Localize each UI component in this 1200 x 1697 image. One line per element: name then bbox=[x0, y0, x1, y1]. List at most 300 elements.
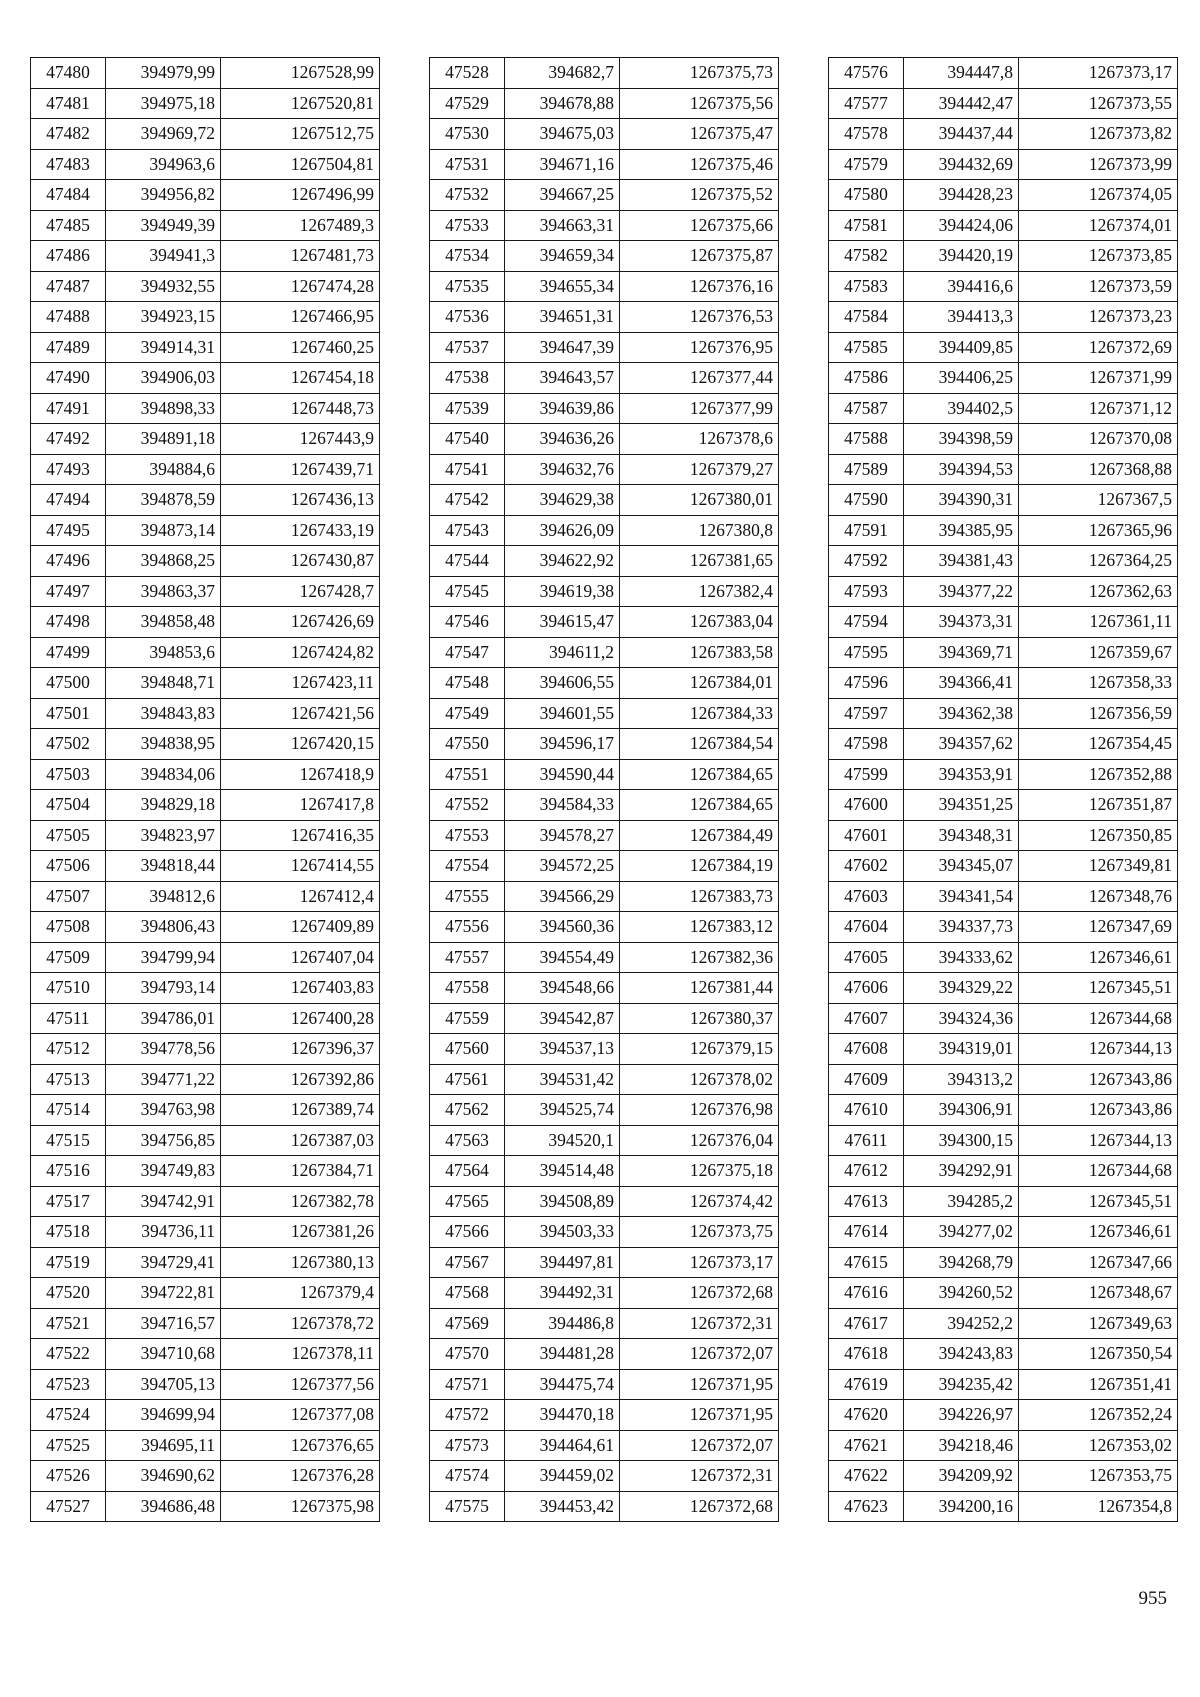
point-number-cell: 47537 bbox=[430, 332, 505, 363]
y-coordinate-cell: 1267375,66 bbox=[620, 210, 779, 241]
y-coordinate-cell: 1267396,37 bbox=[221, 1034, 380, 1065]
point-number-cell: 47498 bbox=[31, 607, 106, 638]
table-row bbox=[430, 820, 779, 851]
x-coordinate-cell: 394671,16 bbox=[505, 149, 620, 180]
point-number-cell: 47583 bbox=[829, 271, 904, 302]
y-coordinate-cell: 1267377,56 bbox=[221, 1369, 380, 1400]
y-coordinate-cell: 1267348,76 bbox=[1019, 881, 1178, 912]
y-coordinate-cell: 1267504,81 bbox=[221, 149, 380, 180]
y-coordinate-cell: 1267373,85 bbox=[1019, 241, 1178, 272]
x-coordinate-cell: 394369,71 bbox=[904, 637, 1019, 668]
point-number-cell: 47559 bbox=[430, 1003, 505, 1034]
table-row bbox=[829, 424, 1178, 455]
y-coordinate-cell: 1267376,04 bbox=[620, 1125, 779, 1156]
point-number-cell: 47610 bbox=[829, 1095, 904, 1126]
y-coordinate-cell: 1267349,81 bbox=[1019, 851, 1178, 882]
y-coordinate-cell: 1267384,33 bbox=[620, 698, 779, 729]
table-row bbox=[31, 942, 380, 973]
table-row bbox=[829, 1125, 1178, 1156]
point-number-cell: 47622 bbox=[829, 1461, 904, 1492]
y-coordinate-cell: 1267373,75 bbox=[620, 1217, 779, 1248]
x-coordinate-cell: 394763,98 bbox=[106, 1095, 221, 1126]
y-coordinate-cell: 1267387,03 bbox=[221, 1125, 380, 1156]
x-coordinate-cell: 394979,99 bbox=[106, 58, 221, 89]
point-number-cell: 47530 bbox=[430, 119, 505, 150]
y-coordinate-cell: 1267377,08 bbox=[221, 1400, 380, 1431]
y-coordinate-cell: 1267384,71 bbox=[221, 1156, 380, 1187]
x-coordinate-cell: 394812,6 bbox=[106, 881, 221, 912]
point-number-cell: 47618 bbox=[829, 1339, 904, 1370]
table-row bbox=[31, 454, 380, 485]
x-coordinate-cell: 394606,55 bbox=[505, 668, 620, 699]
table-row bbox=[430, 668, 779, 699]
point-number-cell: 47483 bbox=[31, 149, 106, 180]
table-row bbox=[829, 1186, 1178, 1217]
x-coordinate-cell: 394394,53 bbox=[904, 454, 1019, 485]
y-coordinate-cell: 1267378,02 bbox=[620, 1064, 779, 1095]
y-coordinate-cell: 1267373,99 bbox=[1019, 149, 1178, 180]
point-number-cell: 47535 bbox=[430, 271, 505, 302]
table-row bbox=[31, 1095, 380, 1126]
x-coordinate-cell: 394742,91 bbox=[106, 1186, 221, 1217]
x-coordinate-cell: 394497,81 bbox=[505, 1247, 620, 1278]
y-coordinate-cell: 1267420,15 bbox=[221, 729, 380, 760]
table-row bbox=[31, 271, 380, 302]
y-coordinate-cell: 1267343,86 bbox=[1019, 1095, 1178, 1126]
point-number-cell: 47536 bbox=[430, 302, 505, 333]
x-coordinate-cell: 394853,6 bbox=[106, 637, 221, 668]
table-row bbox=[31, 363, 380, 394]
y-coordinate-cell: 1267351,41 bbox=[1019, 1369, 1178, 1400]
y-coordinate-cell: 1267430,87 bbox=[221, 546, 380, 577]
table-row bbox=[430, 576, 779, 607]
table-row bbox=[430, 332, 779, 363]
table-row bbox=[430, 1339, 779, 1370]
table-row bbox=[829, 241, 1178, 272]
y-coordinate-cell: 1267520,81 bbox=[221, 88, 380, 119]
table-row bbox=[829, 1003, 1178, 1034]
table-row bbox=[430, 363, 779, 394]
y-coordinate-cell: 1267421,56 bbox=[221, 698, 380, 729]
table-row bbox=[31, 546, 380, 577]
table-row bbox=[829, 607, 1178, 638]
point-number-cell: 47533 bbox=[430, 210, 505, 241]
y-coordinate-cell: 1267378,72 bbox=[221, 1308, 380, 1339]
table-row bbox=[31, 119, 380, 150]
table-row bbox=[829, 454, 1178, 485]
table-row bbox=[31, 485, 380, 516]
y-coordinate-cell: 1267376,53 bbox=[620, 302, 779, 333]
x-coordinate-cell: 394353,91 bbox=[904, 759, 1019, 790]
y-coordinate-cell: 1267350,85 bbox=[1019, 820, 1178, 851]
y-coordinate-cell: 1267350,54 bbox=[1019, 1339, 1178, 1370]
table-row bbox=[829, 1369, 1178, 1400]
x-coordinate-cell: 394432,69 bbox=[904, 149, 1019, 180]
point-number-cell: 47617 bbox=[829, 1308, 904, 1339]
y-coordinate-cell: 1267417,8 bbox=[221, 790, 380, 821]
table-row bbox=[829, 180, 1178, 211]
y-coordinate-cell: 1267375,47 bbox=[620, 119, 779, 150]
x-coordinate-cell: 394292,91 bbox=[904, 1156, 1019, 1187]
table-row bbox=[430, 881, 779, 912]
table-row bbox=[829, 149, 1178, 180]
y-coordinate-cell: 1267361,11 bbox=[1019, 607, 1178, 638]
point-number-cell: 47527 bbox=[31, 1491, 106, 1522]
point-number-cell: 47556 bbox=[430, 912, 505, 943]
y-coordinate-cell: 1267379,4 bbox=[221, 1278, 380, 1309]
y-coordinate-cell: 1267352,24 bbox=[1019, 1400, 1178, 1431]
table-row bbox=[31, 1003, 380, 1034]
table-row bbox=[430, 759, 779, 790]
table-row bbox=[430, 1278, 779, 1309]
coordinate-table-2 bbox=[429, 57, 779, 1522]
x-coordinate-cell: 394941,3 bbox=[106, 241, 221, 272]
y-coordinate-cell: 1267496,99 bbox=[221, 180, 380, 211]
y-coordinate-cell: 1267383,58 bbox=[620, 637, 779, 668]
x-coordinate-cell: 394699,94 bbox=[106, 1400, 221, 1431]
y-coordinate-cell: 1267375,98 bbox=[221, 1491, 380, 1522]
x-coordinate-cell: 394619,38 bbox=[505, 576, 620, 607]
x-coordinate-cell: 394333,62 bbox=[904, 942, 1019, 973]
coordinate-table-1 bbox=[30, 57, 380, 1522]
y-coordinate-cell: 1267368,88 bbox=[1019, 454, 1178, 485]
x-coordinate-cell: 394806,43 bbox=[106, 912, 221, 943]
y-coordinate-cell: 1267347,69 bbox=[1019, 912, 1178, 943]
x-coordinate-cell: 394492,31 bbox=[505, 1278, 620, 1309]
y-coordinate-cell: 1267392,86 bbox=[221, 1064, 380, 1095]
y-coordinate-cell: 1267384,65 bbox=[620, 759, 779, 790]
table-row bbox=[430, 973, 779, 1004]
x-coordinate-cell: 394366,41 bbox=[904, 668, 1019, 699]
point-number-cell: 47591 bbox=[829, 515, 904, 546]
table-row bbox=[31, 241, 380, 272]
y-coordinate-cell: 1267489,3 bbox=[221, 210, 380, 241]
point-number-cell: 47538 bbox=[430, 363, 505, 394]
x-coordinate-cell: 394218,46 bbox=[904, 1430, 1019, 1461]
x-coordinate-cell: 394823,97 bbox=[106, 820, 221, 851]
point-number-cell: 47606 bbox=[829, 973, 904, 1004]
table-row bbox=[31, 1186, 380, 1217]
table-row bbox=[829, 88, 1178, 119]
table-row bbox=[31, 1278, 380, 1309]
point-number-cell: 47525 bbox=[31, 1430, 106, 1461]
table-row bbox=[829, 393, 1178, 424]
y-coordinate-cell: 1267376,65 bbox=[221, 1430, 380, 1461]
x-coordinate-cell: 394362,38 bbox=[904, 698, 1019, 729]
y-coordinate-cell: 1267426,69 bbox=[221, 607, 380, 638]
x-coordinate-cell: 394923,15 bbox=[106, 302, 221, 333]
point-number-cell: 47560 bbox=[430, 1034, 505, 1065]
point-number-cell: 47524 bbox=[31, 1400, 106, 1431]
table-row bbox=[430, 88, 779, 119]
x-coordinate-cell: 394464,61 bbox=[505, 1430, 620, 1461]
point-number-cell: 47508 bbox=[31, 912, 106, 943]
x-coordinate-cell: 394956,82 bbox=[106, 180, 221, 211]
table-row bbox=[829, 210, 1178, 241]
table-row bbox=[31, 820, 380, 851]
table-row bbox=[430, 1491, 779, 1522]
x-coordinate-cell: 394525,74 bbox=[505, 1095, 620, 1126]
table-row bbox=[829, 1278, 1178, 1309]
point-number-cell: 47523 bbox=[31, 1369, 106, 1400]
x-coordinate-cell: 394459,02 bbox=[505, 1461, 620, 1492]
x-coordinate-cell: 394626,09 bbox=[505, 515, 620, 546]
table-row bbox=[430, 912, 779, 943]
table-row bbox=[829, 637, 1178, 668]
table-row bbox=[829, 485, 1178, 516]
point-number-cell: 47484 bbox=[31, 180, 106, 211]
table-row bbox=[31, 1156, 380, 1187]
x-coordinate-cell: 394736,11 bbox=[106, 1217, 221, 1248]
x-coordinate-cell: 394596,17 bbox=[505, 729, 620, 760]
table-row bbox=[829, 1461, 1178, 1492]
coordinate-table-3 bbox=[828, 57, 1178, 1522]
y-coordinate-cell: 1267343,86 bbox=[1019, 1064, 1178, 1095]
y-coordinate-cell: 1267345,51 bbox=[1019, 973, 1178, 1004]
y-coordinate-cell: 1267344,68 bbox=[1019, 1003, 1178, 1034]
table-row bbox=[829, 973, 1178, 1004]
x-coordinate-cell: 394413,3 bbox=[904, 302, 1019, 333]
point-number-cell: 47543 bbox=[430, 515, 505, 546]
point-number-cell: 47528 bbox=[430, 58, 505, 89]
table-row bbox=[31, 332, 380, 363]
y-coordinate-cell: 1267428,7 bbox=[221, 576, 380, 607]
x-coordinate-cell: 394373,31 bbox=[904, 607, 1019, 638]
y-coordinate-cell: 1267344,68 bbox=[1019, 1156, 1178, 1187]
table-row bbox=[829, 820, 1178, 851]
y-coordinate-cell: 1267373,23 bbox=[1019, 302, 1178, 333]
point-number-cell: 47582 bbox=[829, 241, 904, 272]
x-coordinate-cell: 394537,13 bbox=[505, 1034, 620, 1065]
x-coordinate-cell: 394729,41 bbox=[106, 1247, 221, 1278]
point-number-cell: 47517 bbox=[31, 1186, 106, 1217]
table-row bbox=[430, 637, 779, 668]
table-row bbox=[829, 1430, 1178, 1461]
x-coordinate-cell: 394878,59 bbox=[106, 485, 221, 516]
table-row bbox=[829, 302, 1178, 333]
table-row bbox=[829, 1339, 1178, 1370]
y-coordinate-cell: 1267346,61 bbox=[1019, 942, 1178, 973]
x-coordinate-cell: 394252,2 bbox=[904, 1308, 1019, 1339]
point-number-cell: 47614 bbox=[829, 1217, 904, 1248]
x-coordinate-cell: 394659,34 bbox=[505, 241, 620, 272]
x-coordinate-cell: 394793,14 bbox=[106, 973, 221, 1004]
table-row bbox=[430, 393, 779, 424]
y-coordinate-cell: 1267372,31 bbox=[620, 1308, 779, 1339]
point-number-cell: 47599 bbox=[829, 759, 904, 790]
table-row bbox=[430, 790, 779, 821]
y-coordinate-cell: 1267367,5 bbox=[1019, 485, 1178, 516]
point-number-cell: 47593 bbox=[829, 576, 904, 607]
table-row bbox=[829, 790, 1178, 821]
point-number-cell: 47545 bbox=[430, 576, 505, 607]
y-coordinate-cell: 1267384,65 bbox=[620, 790, 779, 821]
y-coordinate-cell: 1267414,55 bbox=[221, 851, 380, 882]
y-coordinate-cell: 1267375,46 bbox=[620, 149, 779, 180]
x-coordinate-cell: 394858,48 bbox=[106, 607, 221, 638]
point-number-cell: 47596 bbox=[829, 668, 904, 699]
point-number-cell: 47504 bbox=[31, 790, 106, 821]
x-coordinate-cell: 394675,03 bbox=[505, 119, 620, 150]
x-coordinate-cell: 394975,18 bbox=[106, 88, 221, 119]
y-coordinate-cell: 1267362,63 bbox=[1019, 576, 1178, 607]
x-coordinate-cell: 394716,57 bbox=[106, 1308, 221, 1339]
y-coordinate-cell: 1267380,8 bbox=[620, 515, 779, 546]
point-number-cell: 47542 bbox=[430, 485, 505, 516]
point-number-cell: 47554 bbox=[430, 851, 505, 882]
table-row bbox=[31, 698, 380, 729]
x-coordinate-cell: 394756,85 bbox=[106, 1125, 221, 1156]
table-row bbox=[430, 454, 779, 485]
table-row bbox=[430, 1217, 779, 1248]
table-row bbox=[430, 302, 779, 333]
table-row bbox=[829, 576, 1178, 607]
y-coordinate-cell: 1267381,44 bbox=[620, 973, 779, 1004]
point-number-cell: 47491 bbox=[31, 393, 106, 424]
table-row bbox=[31, 1308, 380, 1339]
point-number-cell: 47564 bbox=[430, 1156, 505, 1187]
table-row bbox=[31, 912, 380, 943]
point-number-cell: 47482 bbox=[31, 119, 106, 150]
table-row bbox=[430, 1461, 779, 1492]
x-coordinate-cell: 394514,48 bbox=[505, 1156, 620, 1187]
x-coordinate-cell: 394969,72 bbox=[106, 119, 221, 150]
y-coordinate-cell: 1267345,51 bbox=[1019, 1186, 1178, 1217]
point-number-cell: 47534 bbox=[430, 241, 505, 272]
point-number-cell: 47541 bbox=[430, 454, 505, 485]
x-coordinate-cell: 394682,7 bbox=[505, 58, 620, 89]
point-number-cell: 47598 bbox=[829, 729, 904, 760]
table-row bbox=[829, 515, 1178, 546]
y-coordinate-cell: 1267512,75 bbox=[221, 119, 380, 150]
table-row bbox=[430, 180, 779, 211]
table-row bbox=[31, 1064, 380, 1095]
table-row bbox=[430, 1095, 779, 1126]
table-row bbox=[829, 119, 1178, 150]
y-coordinate-cell: 1267378,6 bbox=[620, 424, 779, 455]
x-coordinate-cell: 394420,19 bbox=[904, 241, 1019, 272]
y-coordinate-cell: 1267377,44 bbox=[620, 363, 779, 394]
table-row bbox=[430, 1308, 779, 1339]
y-coordinate-cell: 1267389,74 bbox=[221, 1095, 380, 1126]
point-number-cell: 47587 bbox=[829, 393, 904, 424]
y-coordinate-cell: 1267356,59 bbox=[1019, 698, 1178, 729]
point-number-cell: 47539 bbox=[430, 393, 505, 424]
table-row bbox=[430, 271, 779, 302]
point-number-cell: 47600 bbox=[829, 790, 904, 821]
point-number-cell: 47501 bbox=[31, 698, 106, 729]
point-number-cell: 47522 bbox=[31, 1339, 106, 1370]
x-coordinate-cell: 394868,25 bbox=[106, 546, 221, 577]
point-number-cell: 47495 bbox=[31, 515, 106, 546]
point-number-cell: 47518 bbox=[31, 1217, 106, 1248]
y-coordinate-cell: 1267376,98 bbox=[620, 1095, 779, 1126]
y-coordinate-cell: 1267412,4 bbox=[221, 881, 380, 912]
table-row bbox=[31, 1369, 380, 1400]
x-coordinate-cell: 394686,48 bbox=[106, 1491, 221, 1522]
x-coordinate-cell: 394508,89 bbox=[505, 1186, 620, 1217]
point-number-cell: 47503 bbox=[31, 759, 106, 790]
table-row bbox=[31, 1125, 380, 1156]
table-row bbox=[430, 729, 779, 760]
x-coordinate-cell: 394615,47 bbox=[505, 607, 620, 638]
point-number-cell: 47570 bbox=[430, 1339, 505, 1370]
table-row bbox=[430, 1034, 779, 1065]
x-coordinate-cell: 394932,55 bbox=[106, 271, 221, 302]
point-number-cell: 47605 bbox=[829, 942, 904, 973]
y-coordinate-cell: 1267423,11 bbox=[221, 668, 380, 699]
point-number-cell: 47514 bbox=[31, 1095, 106, 1126]
point-number-cell: 47569 bbox=[430, 1308, 505, 1339]
point-number-cell: 47615 bbox=[829, 1247, 904, 1278]
x-coordinate-cell: 394622,92 bbox=[505, 546, 620, 577]
x-coordinate-cell: 394778,56 bbox=[106, 1034, 221, 1065]
y-coordinate-cell: 1267379,27 bbox=[620, 454, 779, 485]
x-coordinate-cell: 394428,23 bbox=[904, 180, 1019, 211]
y-coordinate-cell: 1267380,13 bbox=[221, 1247, 380, 1278]
y-coordinate-cell: 1267382,36 bbox=[620, 942, 779, 973]
table-row bbox=[31, 668, 380, 699]
x-coordinate-cell: 394963,6 bbox=[106, 149, 221, 180]
point-number-cell: 47509 bbox=[31, 942, 106, 973]
y-coordinate-cell: 1267373,55 bbox=[1019, 88, 1178, 119]
point-number-cell: 47573 bbox=[430, 1430, 505, 1461]
x-coordinate-cell: 394643,57 bbox=[505, 363, 620, 394]
table-row bbox=[430, 942, 779, 973]
point-number-cell: 47588 bbox=[829, 424, 904, 455]
x-coordinate-cell: 394341,54 bbox=[904, 881, 1019, 912]
point-number-cell: 47511 bbox=[31, 1003, 106, 1034]
x-coordinate-cell: 394639,86 bbox=[505, 393, 620, 424]
point-number-cell: 47572 bbox=[430, 1400, 505, 1431]
table-row bbox=[31, 790, 380, 821]
y-coordinate-cell: 1267439,71 bbox=[221, 454, 380, 485]
x-coordinate-cell: 394891,18 bbox=[106, 424, 221, 455]
point-number-cell: 47608 bbox=[829, 1034, 904, 1065]
x-coordinate-cell: 394235,42 bbox=[904, 1369, 1019, 1400]
x-coordinate-cell: 394632,76 bbox=[505, 454, 620, 485]
y-coordinate-cell: 1267372,31 bbox=[620, 1461, 779, 1492]
x-coordinate-cell: 394884,6 bbox=[106, 454, 221, 485]
table-row bbox=[430, 485, 779, 516]
y-coordinate-cell: 1267374,42 bbox=[620, 1186, 779, 1217]
table-row bbox=[829, 851, 1178, 882]
point-number-cell: 47571 bbox=[430, 1369, 505, 1400]
y-coordinate-cell: 1267454,18 bbox=[221, 363, 380, 394]
point-number-cell: 47526 bbox=[31, 1461, 106, 1492]
table-row bbox=[31, 637, 380, 668]
x-coordinate-cell: 394818,44 bbox=[106, 851, 221, 882]
x-coordinate-cell: 394348,31 bbox=[904, 820, 1019, 851]
table-row bbox=[31, 393, 380, 424]
y-coordinate-cell: 1267371,12 bbox=[1019, 393, 1178, 424]
y-coordinate-cell: 1267379,15 bbox=[620, 1034, 779, 1065]
table-row bbox=[829, 1491, 1178, 1522]
point-number-cell: 47551 bbox=[430, 759, 505, 790]
x-coordinate-cell: 394906,03 bbox=[106, 363, 221, 394]
x-coordinate-cell: 394590,44 bbox=[505, 759, 620, 790]
point-number-cell: 47621 bbox=[829, 1430, 904, 1461]
table-row bbox=[430, 515, 779, 546]
x-coordinate-cell: 394243,83 bbox=[904, 1339, 1019, 1370]
table-row bbox=[829, 363, 1178, 394]
x-coordinate-cell: 394873,14 bbox=[106, 515, 221, 546]
table-row bbox=[430, 851, 779, 882]
x-coordinate-cell: 394829,18 bbox=[106, 790, 221, 821]
y-coordinate-cell: 1267373,17 bbox=[620, 1247, 779, 1278]
table-row bbox=[430, 119, 779, 150]
y-coordinate-cell: 1267353,02 bbox=[1019, 1430, 1178, 1461]
